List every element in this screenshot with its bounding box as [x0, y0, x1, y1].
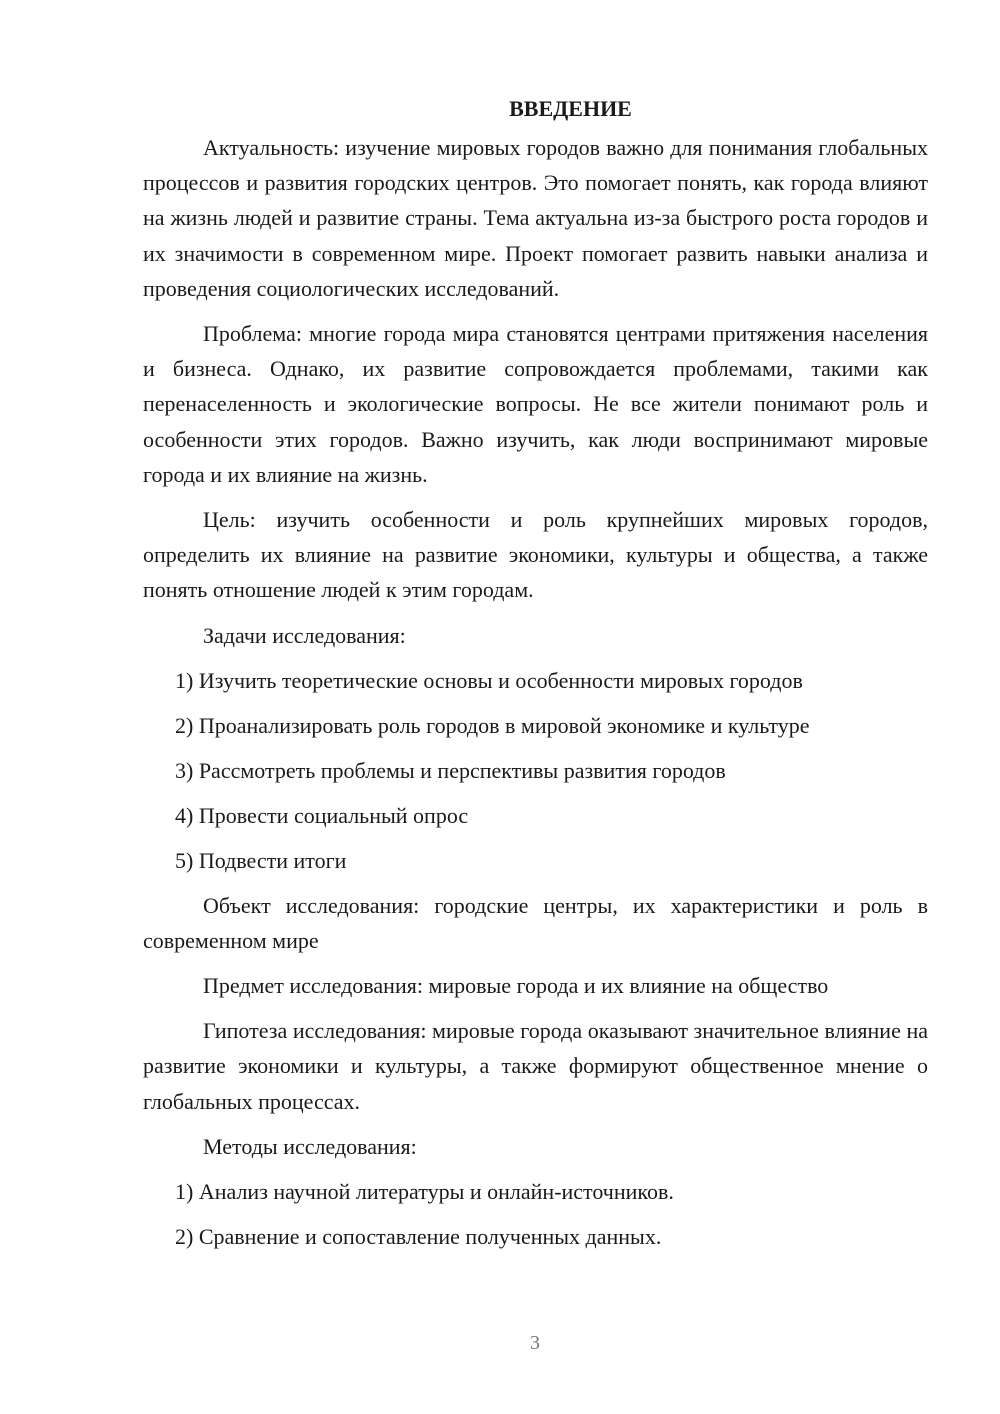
method-item: 2) Сравнение и сопоставление полученных данных. [175, 1223, 662, 1249]
goal-paragraph: Цель: изучить особенности и роль крупнейших мировых городов, определить их влияние на развитие экономики, культуры и общества, а также понять отношение людей к этим городам. [143, 507, 928, 603]
tasks-heading: Задачи исследования: [203, 622, 406, 648]
subject-paragraph: Предмет исследования: мировые города и их влияние на общество [203, 973, 829, 999]
relevance-paragraph: Актуальность: изучение мировых городов важно для понимания глобальных процессов и развития городских центров. Это помогает понять, как города влияют на жизнь людей и развитие страны. Тема актуальна из-за быстрого роста городов и их значимости в современном мире. Проект помогает развить навыки анализа и проведения социологических исследований. [143, 135, 928, 301]
hypothesis-paragraph: Гипотеза исследования: мировые города оказывают значительное влияние на развитие экономики и культуры, а также формируют общественное мнение о глобальных процессах. [143, 1018, 928, 1114]
method-item: 1) Анализ научной литературы и онлайн-источников. [175, 1178, 674, 1204]
task-item: 3) Рассмотреть проблемы и перспективы развития городов [175, 757, 726, 783]
task-item: 1) Изучить теоретические основы и особенности мировых городов [175, 667, 803, 693]
task-item: 4) Провести социальный опрос [175, 802, 469, 828]
object-paragraph: Объект исследования: городские центры, их характеристики и роль в современном мире [143, 892, 928, 953]
task-item: 5) Подвести итоги [175, 847, 347, 873]
problem-paragraph: Проблема: многие города мира становятся центрами притяжения населения и бизнеса. Однако, их развитие сопровождается проблемами, такими как перенаселенность и экологические вопросы. Не все жители понимают роль и особенности этих городов. Важно изучить, как люди воспринимают мировые города и их влияние на жизнь. [143, 321, 928, 487]
page-title: ВВЕДЕНИЕ [509, 96, 632, 121]
page-number: 3 [530, 1332, 540, 1354]
methods-heading: Методы исследования: [203, 1133, 417, 1159]
task-item: 2) Проанализировать роль городов в мировой экономике и культуре [175, 712, 810, 738]
document-page [143, 92, 928, 1264]
